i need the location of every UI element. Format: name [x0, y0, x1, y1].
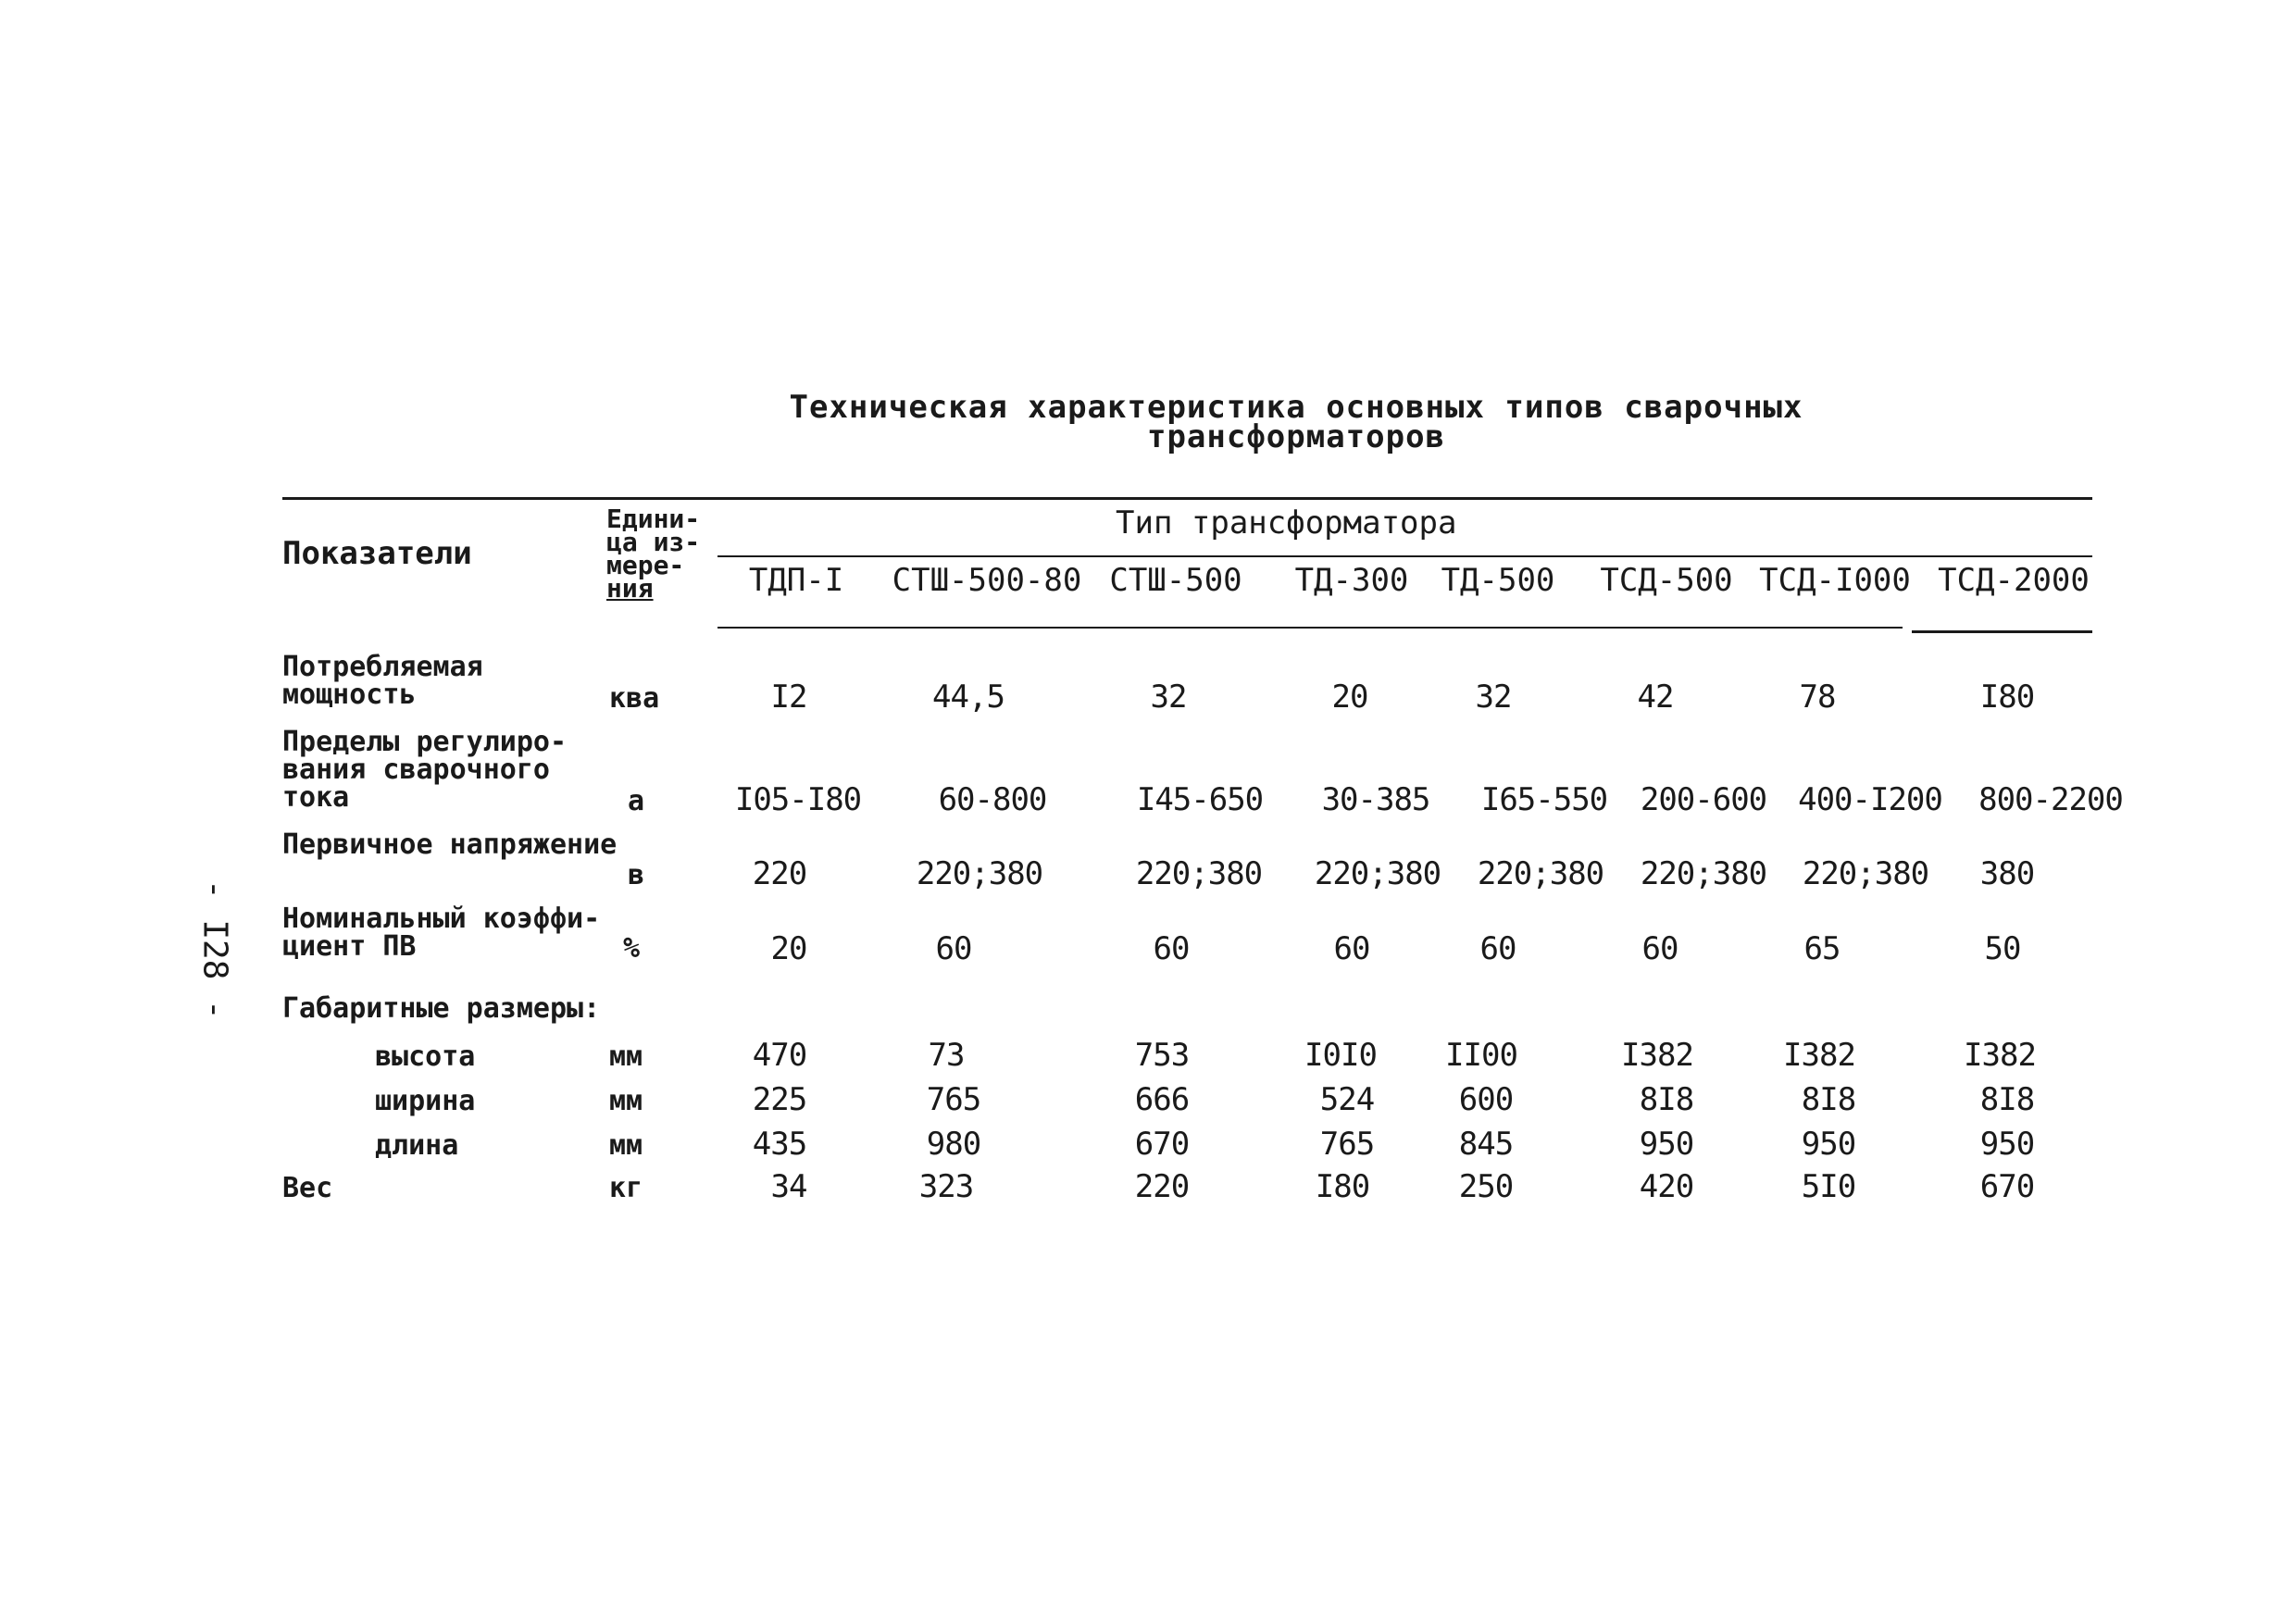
cell-width: 524	[1319, 1081, 1375, 1118]
cell-weight: 5I0	[1801, 1168, 1856, 1205]
col-header-tdp-1: ТДП-I	[748, 562, 844, 599]
cell-weight: I80	[1315, 1168, 1370, 1205]
cell-weight: 34	[770, 1168, 807, 1205]
header-unit-line: мере-	[606, 550, 685, 580]
col-header-td-300: ТД-300	[1294, 562, 1409, 599]
cell-power: I2	[770, 679, 807, 716]
cell-current-range: 30-385	[1321, 781, 1430, 818]
cell-weight: 220	[1134, 1168, 1190, 1205]
table-title-line-2: трансформаторов	[1146, 418, 1446, 455]
header-indicators: Показатели	[282, 535, 472, 572]
cell-length: 950	[1639, 1126, 1694, 1163]
cell-height: 470	[752, 1037, 807, 1074]
cell-length: 950	[1801, 1126, 1856, 1163]
row-unit-length: мм	[609, 1129, 643, 1162]
cell-length: 950	[1979, 1126, 2035, 1163]
cell-current-range: 400-I200	[1798, 781, 1942, 818]
cell-primary-voltage: 220;380	[1314, 855, 1441, 892]
col-header-stsh-500-80: СТШ-500-80	[892, 562, 1082, 599]
cell-current-range: 200-600	[1640, 781, 1767, 818]
cell-primary-voltage: 220;380	[916, 855, 1043, 892]
cell-length: 980	[926, 1126, 981, 1163]
cell-duty-cycle: 60	[1153, 930, 1190, 967]
cell-height: 753	[1134, 1037, 1190, 1074]
header-unit-line: ца из-	[606, 527, 701, 557]
row-unit-width: мм	[609, 1085, 643, 1117]
header-unit-line: Едини-	[606, 504, 701, 534]
cell-height: 73	[928, 1037, 965, 1074]
row-unit-weight: кг	[609, 1172, 643, 1204]
cell-primary-voltage: 220;380	[1802, 855, 1929, 892]
cell-current-range: I65-550	[1480, 781, 1608, 818]
cell-current-range: I45-650	[1136, 781, 1264, 818]
row-label-line: мощность	[282, 679, 417, 711]
cell-primary-voltage: 220;380	[1640, 855, 1767, 892]
cell-width: 600	[1458, 1081, 1514, 1118]
cell-power: 42	[1637, 679, 1674, 716]
row-label-weight: Вес	[282, 1172, 333, 1204]
row-label-height: высота	[375, 1040, 476, 1073]
cell-length: 845	[1458, 1126, 1514, 1163]
cell-primary-voltage: 220;380	[1477, 855, 1604, 892]
row-label-duty-cycle	[282, 905, 600, 961]
header-unit-line: ния	[606, 573, 654, 604]
table-title-line-1: Техническая характеристика основных типов сварочных	[789, 389, 1803, 426]
row-label-line: вания сварочного	[282, 753, 550, 786]
cell-power: 44,5	[932, 679, 1004, 716]
cell-width: 666	[1134, 1081, 1190, 1118]
row-unit-power: ква	[609, 682, 660, 715]
col-header-stsh-500: СТШ-500	[1109, 562, 1242, 599]
row-unit-height: мм	[609, 1040, 643, 1073]
cell-height: I382	[1964, 1037, 2036, 1074]
row-label-line: Первичное напряжение	[282, 828, 618, 861]
cell-width: 8I8	[1639, 1081, 1694, 1118]
cell-primary-voltage: 220;380	[1135, 855, 1263, 892]
cell-power: 32	[1150, 679, 1187, 716]
cell-length: 765	[1319, 1126, 1375, 1163]
dimensions-heading: Габаритные размеры:	[282, 992, 601, 1025]
cell-height: I0I0	[1304, 1037, 1377, 1074]
row-label-line: Номинальный коэффи-	[282, 903, 601, 935]
cell-weight: 250	[1458, 1168, 1514, 1205]
header-unit	[606, 504, 701, 604]
col-header-tsd-2000: ТСД-2000	[1938, 562, 2090, 599]
cell-current-range: I05-I80	[734, 781, 862, 818]
col-header-td-500: ТД-500	[1441, 562, 1555, 599]
row-unit-current-range: а	[628, 785, 645, 817]
cell-width: 765	[926, 1081, 981, 1118]
cell-height: I382	[1621, 1037, 1693, 1074]
cell-primary-voltage: 220	[752, 855, 807, 892]
row-label-width: ширина	[375, 1085, 476, 1117]
cell-power: I80	[1979, 679, 2035, 716]
cell-width: 8I8	[1801, 1081, 1856, 1118]
cell-weight: 670	[1979, 1168, 2035, 1205]
table-top-rule	[282, 497, 2092, 500]
cell-weight: 323	[918, 1168, 974, 1205]
cell-duty-cycle: 60	[935, 930, 972, 967]
row-label-line: циент ПВ	[282, 930, 417, 963]
col-header-tsd-500: ТСД-500	[1600, 562, 1733, 599]
col-header-tsd-1000: ТСД-I000	[1759, 562, 1911, 599]
cell-duty-cycle: 50	[1984, 930, 2021, 967]
cell-height: I382	[1783, 1037, 1855, 1074]
row-label-power	[282, 651, 483, 711]
header-bottom-rule	[718, 627, 1903, 629]
row-label-length: длина	[375, 1129, 459, 1162]
cell-width: 8I8	[1979, 1081, 2035, 1118]
cell-power: 78	[1799, 679, 1836, 716]
cell-length: 435	[752, 1126, 807, 1163]
cell-power: 20	[1331, 679, 1368, 716]
cell-primary-voltage: 380	[1979, 855, 2035, 892]
cell-weight: 420	[1639, 1168, 1694, 1205]
cell-duty-cycle: 60	[1333, 930, 1370, 967]
cell-duty-cycle: 20	[770, 930, 807, 967]
cell-width: 225	[752, 1081, 807, 1118]
cell-duty-cycle: 60	[1641, 930, 1678, 967]
cell-duty-cycle: 65	[1803, 930, 1841, 967]
cell-current-range: 800-2200	[1978, 781, 2123, 818]
row-unit-primary-voltage: в	[628, 859, 645, 891]
page-number: - I28 -	[195, 879, 234, 1020]
header-transformer-type: Тип трансформатора	[1116, 504, 1457, 542]
group-header-rule	[718, 555, 2092, 557]
cell-current-range: 60-800	[938, 781, 1047, 818]
cell-power: 32	[1475, 679, 1512, 716]
cell-duty-cycle: 60	[1479, 930, 1516, 967]
cell-length: 670	[1134, 1126, 1190, 1163]
row-label-line: тока	[282, 781, 350, 814]
header-bottom-rule-last	[1912, 630, 2092, 633]
cell-height: II00	[1445, 1037, 1517, 1074]
row-label-line: Пределы регулиро-	[282, 726, 568, 758]
row-label-line: Потребляемая	[282, 651, 483, 683]
row-label-primary-voltage	[282, 828, 618, 861]
row-unit-duty-cycle: %	[623, 932, 641, 965]
row-label-current-range	[282, 726, 568, 814]
